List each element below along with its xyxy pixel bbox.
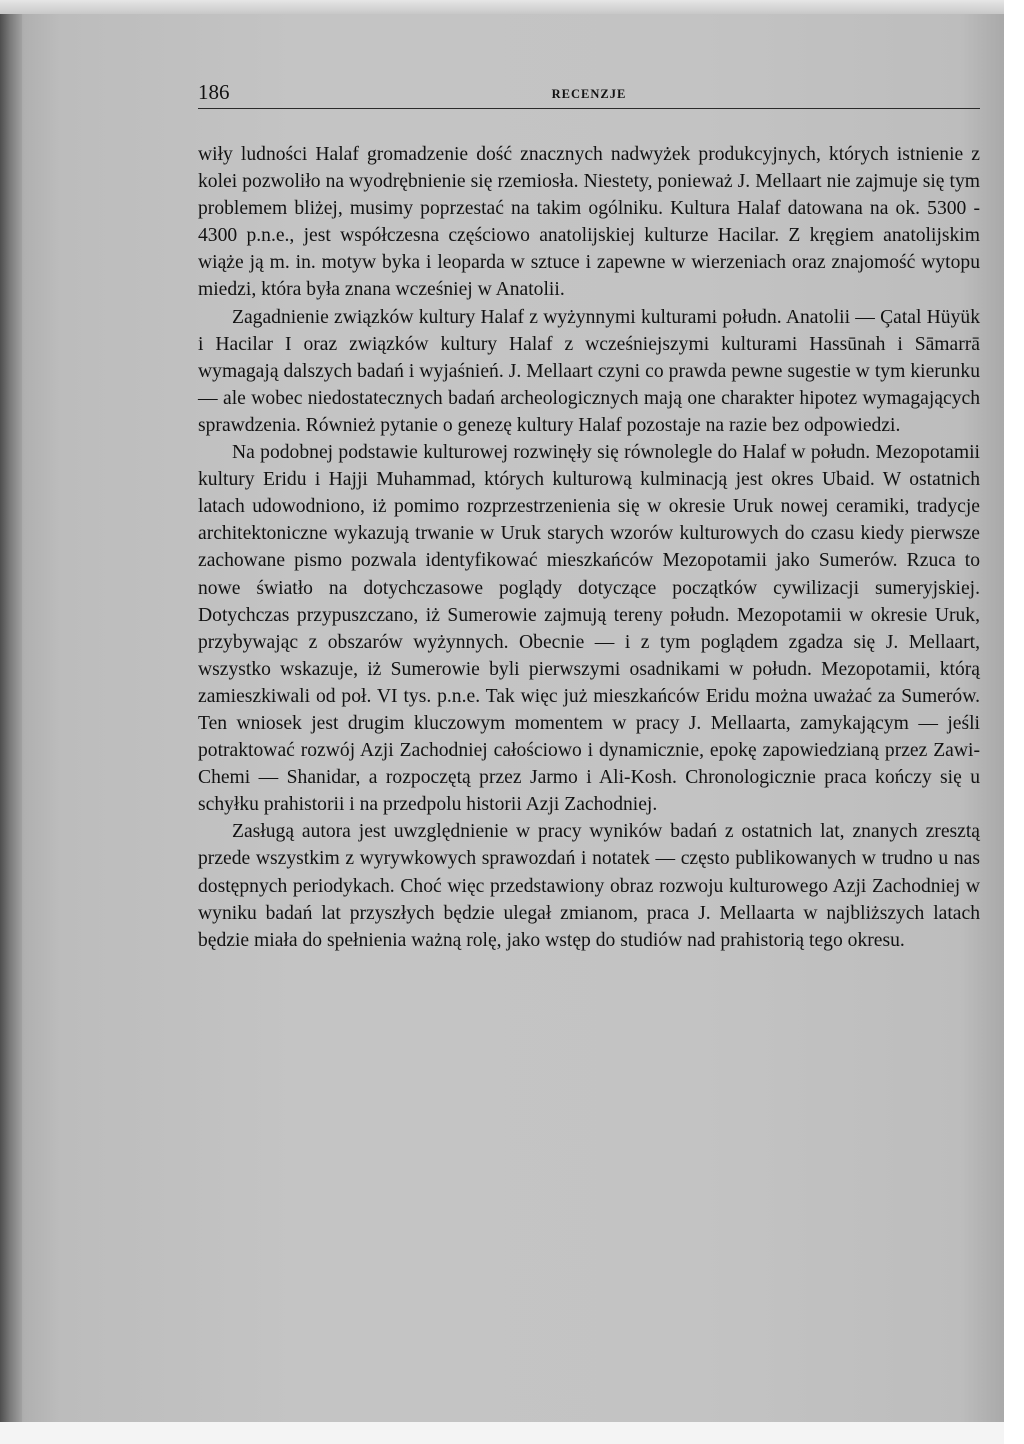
paragraph: Zasługą autora jest uwzględnienie w pracy wyników badań z ostatnich lat, znanych zresztą przede wszystkim z wyrywkowych sprawozdań i notatek — często publikowanych w trudno u nas dostępnych periodykach. Choć więc przedstawiony obraz rozwoju kulturowego Azji Zachodniej w wyniku badań lat przyszłych będzie ulegał zmianom, praca J. Mellaarta w najbliższych latach będzie miała do spełnienia ważną rolę, jako wstęp do studiów nad prahistorią tego okresu. bbox=[198, 821, 980, 951]
page-number: 186 bbox=[198, 80, 230, 104]
paragraph: Na podobnej podstawie kulturowej rozwinęły się równolegle do Halaf w połudn. Mezopotamii kultury Eridu i Hajji Muhammad, których kulturową kulminacją jest okres Ubaid. W ostatnich latach udowodniono, iż pomimo rozprzestrzenienia się w okresie Uruk nowej ceramiki, tradycje architektoniczne wykazują trwanie w Uruk starych wzorów kulturowych do czasu kiedy pierwsze zachowane pismo pozwala identyfikować mieszkańców Mezopotamii jako Sumerów. Rzuca to nowe światło na dotychczasowe poglądy dotyczące początków cywilizacji sumeryjskiej. Dotychczas przypuszczano, iż Sumerowie zajmują tereny połudn. Mezopotamii w okresie Uruk, przybywając z obszarów wyżynnych. Obecnie — i z tym poglądem zgadza się J. Mellaart, wszystko wskazuje, iż Sumerowie byli pierwszymi osadnikami w połudn. Mezopotamii, którą zamieszkiwali od poł. VI tys. p.n.e. Tak więc już mieszkańców Eridu można uważać za Sumerów. Ten wniosek jest drugim kluczowym momentem w pracy J. Mellaarta, zamykającym — jeśli potraktować rozwój Azji Zachodniej całościowo i dynamicznie, epokę zapowiedzianą przez Zawi-Chemi — Shanidar, a rozpoczętą przez Jarmo i Ali-Kosh. Chronologicznie praca kończy się u schyłku prahistorii i na przedpolu historii Azji Zachodniej. bbox=[198, 442, 980, 816]
scan-right-border bbox=[1004, 0, 1024, 1444]
section-title: RECENZJE bbox=[551, 87, 627, 101]
scan-top-border bbox=[0, 0, 1006, 14]
paragraph: Zagadnienie związków kultury Halaf z wyżynnymi kulturami połudn. Anatolii — Çatal Hüyük i Hacilar I oraz związków kultury Halaf z wcześniejszymi kulturami Hassūnah i Sāmarrā wymagają dalszych badań i wyjaśnień. J. Mellaart czyni co prawda pewne sugestie w tym kierunku — ale wobec niedostatecznych badań archeologicznych mają one charakter hipotez wymagających sprawdzenia. Również pytanie o genezę kultury Halaf pozostaje na razie bez odpowiedzi. bbox=[198, 306, 980, 436]
body-text bbox=[198, 141, 980, 954]
running-head bbox=[198, 76, 980, 109]
scan-left-border bbox=[0, 0, 22, 1444]
paragraph-continuation: wiły ludności Halaf gromadzenie dość znacznych nadwyżek produkcyjnych, których istnienie z kolei pozwoliło na wyodrębnienie się rzemiosła. Niestety, ponieważ J. Mellaart nie zajmuje się tym problemem bliżej, musimy poprzestać na takim ogólniku. Kultura Halaf datowana na ok. 5300 - 4300 p.n.e., jest współczesna częściowo anatolijskiej kulturze Hacilar. Z kręgiem anatolijskim wiąże ją m. in. motyw byka i leoparda w sztuce i zapewne w wierzeniach oraz znajomość wytopu miedzi, która była znana wcześniej w Anatolii. bbox=[198, 144, 980, 301]
scan-bottom-border bbox=[0, 1422, 1006, 1444]
page-content bbox=[198, 76, 980, 954]
